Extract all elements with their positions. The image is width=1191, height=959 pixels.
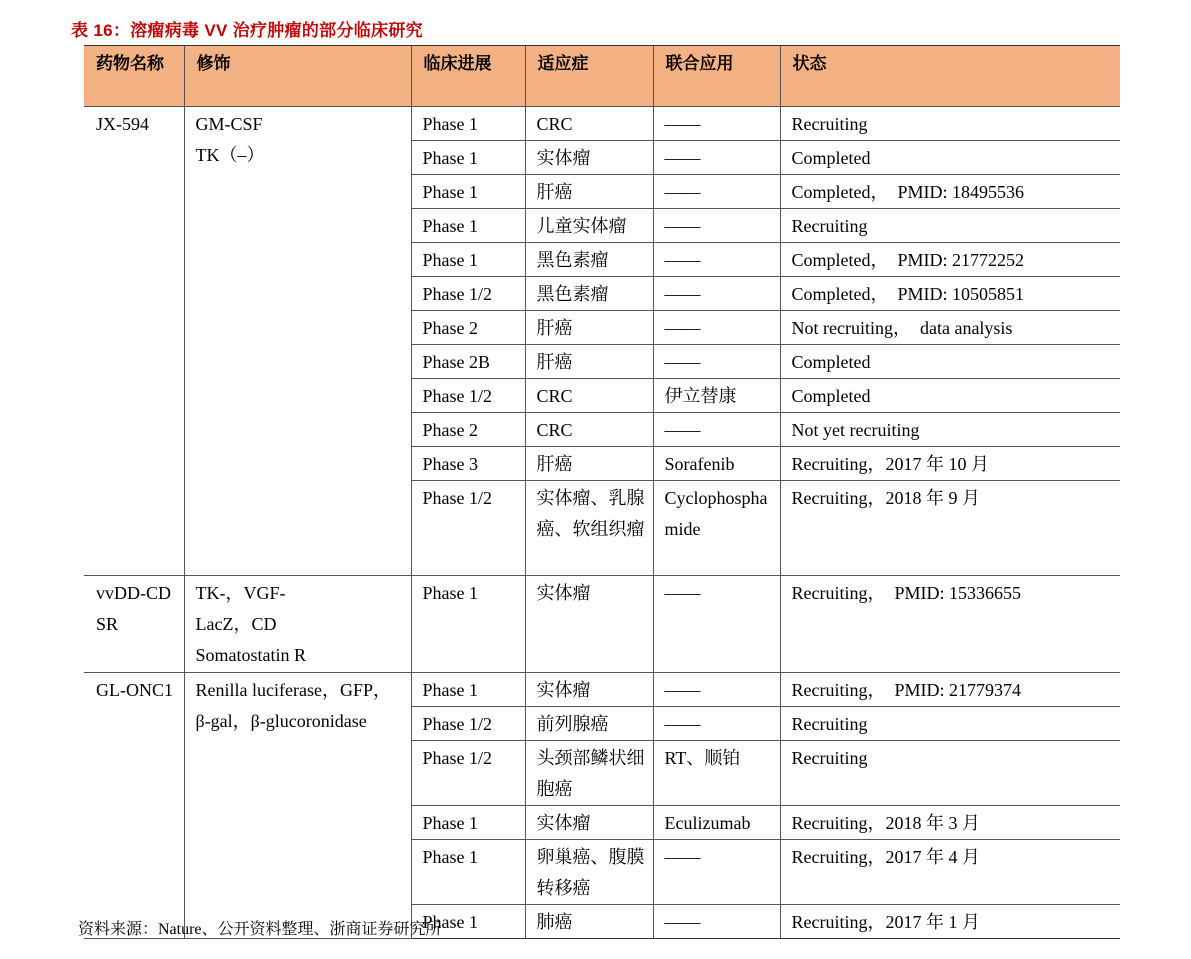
combination-cell: —— xyxy=(653,575,780,672)
header-combination: 联合应用 xyxy=(653,46,780,106)
header-indication: 适应症 xyxy=(525,46,653,106)
source-note: 资料来源：Nature、公开资料整理、浙商证券研究所 xyxy=(78,921,442,938)
status-cell: Recruiting， PMID: 15336655 xyxy=(780,575,1120,672)
table-body xyxy=(84,106,1120,938)
status-cell: Recruiting xyxy=(780,106,1120,140)
combination-cell: —— xyxy=(653,174,780,208)
clinical-trials-table xyxy=(84,46,1120,939)
combination-cell: —— xyxy=(653,839,780,904)
phase-cell: Phase 1 xyxy=(411,140,525,174)
indication-cell: 头颈部鳞状细胞癌 xyxy=(525,740,653,805)
indication-cell: 肺癌 xyxy=(525,904,653,938)
combination-cell: —— xyxy=(653,276,780,310)
phase-cell: Phase 1 xyxy=(411,839,525,904)
combination-cell: RT、顺铂 xyxy=(653,740,780,805)
indication-cell: CRC xyxy=(525,106,653,140)
indication-cell: CRC xyxy=(525,378,653,412)
indication-cell: 实体瘤 xyxy=(525,672,653,706)
status-cell: Recruiting，2017 年 10 月 xyxy=(780,446,1120,480)
combination-cell: —— xyxy=(653,140,780,174)
table-row xyxy=(84,575,1120,672)
indication-cell: 肝癌 xyxy=(525,446,653,480)
phase-cell: Phase 1 xyxy=(411,904,525,938)
indication-cell: 实体瘤 xyxy=(525,575,653,672)
status-cell: Recruiting， PMID: 21779374 xyxy=(780,672,1120,706)
table-row xyxy=(84,672,1120,706)
indication-cell: 前列腺癌 xyxy=(525,706,653,740)
status-cell: Recruiting，2018 年 3 月 xyxy=(780,805,1120,839)
phase-cell: Phase 2 xyxy=(411,412,525,446)
status-cell: Completed， PMID: 18495536 xyxy=(780,174,1120,208)
phase-cell: Phase 1 xyxy=(411,575,525,672)
phase-cell: Phase 1/2 xyxy=(411,740,525,805)
combination-cell: —— xyxy=(653,904,780,938)
combination-cell: Eculizumab xyxy=(653,805,780,839)
indication-cell: 黑色素瘤 xyxy=(525,242,653,276)
phase-cell: Phase 1/2 xyxy=(411,276,525,310)
status-cell: Recruiting，2017 年 4 月 xyxy=(780,839,1120,904)
drug-name-cell: vvDD-CDSR xyxy=(84,575,184,672)
combination-cell: —— xyxy=(653,706,780,740)
combination-cell: —— xyxy=(653,208,780,242)
indication-cell: CRC xyxy=(525,412,653,446)
header-row xyxy=(84,46,1120,106)
table-title: 表 16：溶瘤病毒 VV 治疗肿瘤的部分临床研究 xyxy=(71,21,423,40)
phase-cell: Phase 1/2 xyxy=(411,378,525,412)
modification-cell: Renilla luciferase，GFP，β-gal，β-glucoronidase xyxy=(184,672,411,938)
phase-cell: Phase 2B xyxy=(411,344,525,378)
status-cell: Not yet recruiting xyxy=(780,412,1120,446)
status-cell: Completed， PMID: 21772252 xyxy=(780,242,1120,276)
phase-cell: Phase 1 xyxy=(411,805,525,839)
phase-cell: Phase 1/2 xyxy=(411,706,525,740)
phase-cell: Phase 2 xyxy=(411,310,525,344)
indication-cell: 肝癌 xyxy=(525,310,653,344)
phase-cell: Phase 1 xyxy=(411,208,525,242)
status-cell: Recruiting xyxy=(780,208,1120,242)
combination-cell: —— xyxy=(653,310,780,344)
combination-cell: —— xyxy=(653,672,780,706)
table-row xyxy=(84,106,1120,140)
status-cell: Not recruiting， data analysis xyxy=(780,310,1120,344)
modification-cell: GM-CSF TK（–） xyxy=(184,106,411,575)
status-cell: Completed xyxy=(780,140,1120,174)
status-cell: Recruiting xyxy=(780,740,1120,805)
phase-cell: Phase 1 xyxy=(411,242,525,276)
indication-cell: 实体瘤 xyxy=(525,140,653,174)
indication-cell: 黑色素瘤 xyxy=(525,276,653,310)
status-cell: Recruiting，2017 年 1 月 xyxy=(780,904,1120,938)
indication-cell: 实体瘤、乳腺癌、软组织瘤 xyxy=(525,480,653,575)
indication-cell: 儿童实体瘤 xyxy=(525,208,653,242)
indication-cell: 肝癌 xyxy=(525,174,653,208)
header-drug-name: 药物名称 xyxy=(84,46,184,106)
phase-cell: Phase 1 xyxy=(411,174,525,208)
status-cell: Completed xyxy=(780,344,1120,378)
combination-cell: Cyclophosphamide xyxy=(653,480,780,575)
combination-cell: Sorafenib xyxy=(653,446,780,480)
modification-cell: TK-，VGF- LacZ，CD Somatostatin R xyxy=(184,575,411,672)
status-cell: Completed xyxy=(780,378,1120,412)
combination-cell: —— xyxy=(653,412,780,446)
status-cell: Recruiting，2018 年 9 月 xyxy=(780,480,1120,575)
combination-cell: —— xyxy=(653,106,780,140)
indication-cell: 实体瘤 xyxy=(525,805,653,839)
combination-cell: 伊立替康 xyxy=(653,378,780,412)
header-status: 状态 xyxy=(780,46,1120,106)
drug-name-cell: JX-594 xyxy=(84,106,184,575)
phase-cell: Phase 1 xyxy=(411,672,525,706)
header-modification: 修饰 xyxy=(184,46,411,106)
phase-cell: Phase 3 xyxy=(411,446,525,480)
indication-cell: 卵巢癌、腹膜转移癌 xyxy=(525,839,653,904)
status-cell: Completed， PMID: 10505851 xyxy=(780,276,1120,310)
combination-cell: —— xyxy=(653,242,780,276)
combination-cell: —— xyxy=(653,344,780,378)
phase-cell: Phase 1 xyxy=(411,106,525,140)
indication-cell: 肝癌 xyxy=(525,344,653,378)
drug-name-cell: GL-ONC1 xyxy=(84,672,184,938)
status-cell: Recruiting xyxy=(780,706,1120,740)
phase-cell: Phase 1/2 xyxy=(411,480,525,575)
header-clinical-phase: 临床进展 xyxy=(411,46,525,106)
